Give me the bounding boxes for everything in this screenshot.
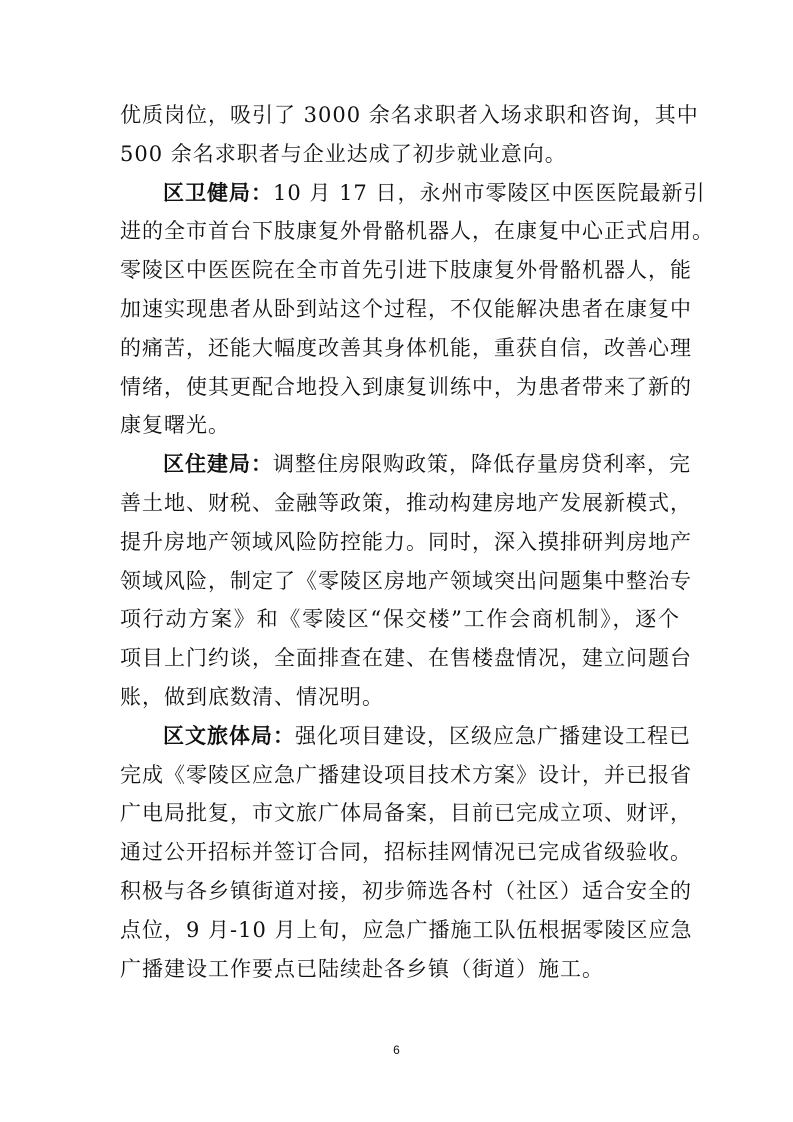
text-line — [120, 174, 706, 213]
paragraph-housing-bureau — [120, 445, 692, 717]
text-line: 提升房地产领域风险防控能力。同时，深入摸排研判房地产 — [120, 529, 692, 554]
text-line: 项行动方案》和《零陵区“保交楼”工作会商机制》，逐个 — [120, 607, 680, 632]
text-line: 领域风险，制定了《零陵区房地产领域突出问题集中整治专 — [120, 568, 692, 593]
text-line: 进的全市首台下肢康复外骨骼机器人，在康复中心正式启用。 — [120, 219, 714, 244]
document-body — [120, 96, 714, 988]
text-run: 强化项目建设，区级应急广播建设工程已 — [295, 723, 691, 748]
text-line: 加速实现患者从卧到站这个过程，不仅能解决患者在康复中 — [120, 296, 692, 321]
text-line — [120, 717, 691, 756]
section-heading: 区卫健局： — [163, 180, 273, 205]
text-line — [120, 445, 691, 484]
text-line: 情绪，使其更配合地投入到康复训练中，为患者带来了新的 — [120, 374, 692, 399]
text-line: 善土地、财税、金融等政策，推动构建房地产发展新模式， — [120, 490, 692, 515]
text-line: 账，做到底数清、情况明。 — [120, 684, 384, 709]
section-heading: 区文旅体局： — [163, 723, 295, 748]
text-run: 调整住房限购政策，降低存量房贷利率，完 — [273, 452, 691, 477]
text-line: 的痛苦，还能大幅度改善其身体机能，重获自信，改善心理 — [120, 335, 692, 360]
text-line: 康复曙光。 — [120, 413, 230, 438]
text-line: 500 余名求职者与企业达成了初步就业意向。 — [120, 141, 567, 166]
text-line: 完成《零陵区应急广播建设项目技术方案》设计，并已报省 — [120, 762, 692, 787]
text-line: 点位，9 月-10 月上旬，应急广播施工队伍根据零陵区应急 — [120, 917, 693, 942]
paragraph-health-bureau — [120, 174, 714, 446]
text-line: 通过公开招标并签订合同，招标挂网情况已完成省级验收。 — [120, 840, 692, 865]
section-heading: 区住建局： — [163, 452, 273, 477]
paragraph-intro — [120, 96, 699, 174]
paragraph-culture-tourism-bureau — [120, 717, 693, 989]
text-line: 广电局批复，市文旅广体局备案，目前已完成立项、财评， — [120, 801, 692, 826]
text-line: 优质岗位，吸引了 3000 余名求职者入场求职和咨询，其中 — [120, 103, 699, 127]
text-line: 零陵区中医医院在全市首先引进下肢康复外骨骼机器人，能 — [120, 258, 692, 283]
text-line: 广播建设工作要点已陆续赴各乡镇（街道）施工。 — [120, 956, 604, 981]
text-run: 10 月 17 日，永州市零陵区中医医院最新引 — [273, 180, 706, 205]
text-line: 项目上门约谈，全面排查在建、在售楼盘情况，建立问题台 — [120, 646, 692, 671]
page-number: 6 — [393, 1043, 400, 1057]
text-line: 积极与各乡镇街道对接，初步筛选各村（社区）适合安全的 — [120, 878, 692, 903]
